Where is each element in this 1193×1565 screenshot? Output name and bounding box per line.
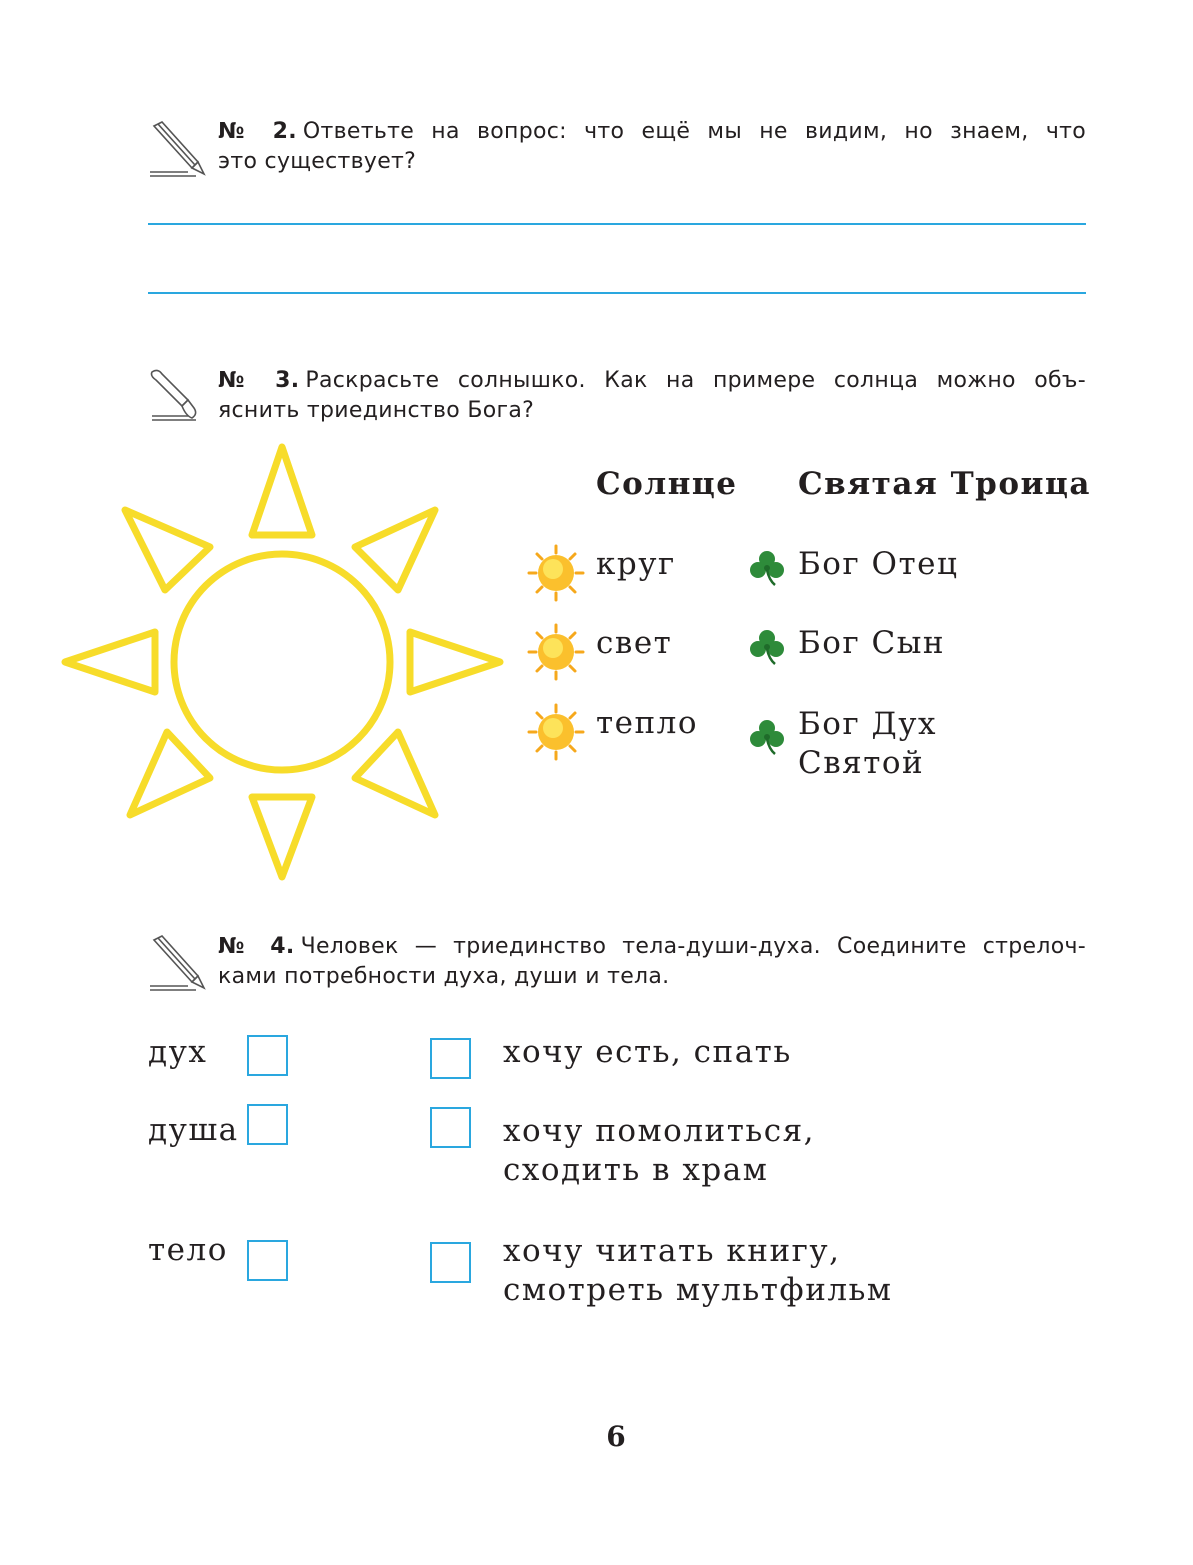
right-checkbox-read[interactable]: [430, 1242, 471, 1283]
right-item-read-line2: смотреть мультфильм: [503, 1272, 893, 1308]
task4-line2: ками потребности духа, души и тела.: [218, 964, 670, 989]
left-item-body: тело: [148, 1232, 228, 1268]
clover-icon: [747, 548, 787, 588]
task2-line1: Ответьте на вопрос: что ещё мы не видим, но знаем, что: [302, 119, 1086, 144]
trinity-item-son: Бог Сын: [798, 625, 946, 661]
right-item-eat-sleep: хочу есть, спать: [503, 1034, 792, 1070]
sun-icon: [526, 622, 586, 682]
answer-line-1[interactable]: [148, 223, 1086, 225]
sun-ray-bottom: [252, 797, 312, 877]
sun-icon: [526, 702, 586, 762]
task4-number: № 4.: [218, 934, 295, 959]
left-item-spirit: дух: [148, 1034, 208, 1070]
task3-text: [218, 366, 1086, 426]
task2-number: № 2.: [218, 119, 297, 144]
clover-icon: [747, 627, 787, 667]
left-checkbox-soul[interactable]: [247, 1104, 288, 1145]
pencil-icon: [148, 118, 212, 182]
sun-drawing[interactable]: [55, 435, 515, 895]
sun-ray-left: [65, 632, 155, 692]
right-checkbox-pray[interactable]: [430, 1107, 471, 1148]
sun-ray-right: [410, 632, 500, 692]
sun-ray-top: [252, 447, 312, 535]
sun-ray-top-right: [355, 510, 435, 590]
right-checkbox-eat-sleep[interactable]: [430, 1038, 471, 1079]
trinity-item-spirit: [798, 705, 937, 783]
task2-text: [218, 117, 1086, 177]
sun-column-header: Солнце: [596, 466, 738, 502]
pencil-icon: [148, 932, 212, 996]
trinity-item-spirit-line2: Святой: [798, 745, 925, 781]
right-item-read: [503, 1232, 893, 1310]
clover-icon: [747, 717, 787, 757]
trinity-column-header: Святая Троица: [798, 466, 1092, 502]
paintbrush-icon: [148, 366, 212, 430]
sun-icon: [526, 543, 586, 603]
trinity-item-father: Бог Отец: [798, 546, 959, 582]
left-item-soul: душа: [148, 1112, 239, 1148]
task3-line1: Раскрасьте солнышко. Как на примере солнца можно объ-: [305, 368, 1086, 393]
trinity-item-spirit-line1: Бог Дух: [798, 706, 937, 742]
sun-item-circle: круг: [596, 546, 676, 582]
right-item-pray: [503, 1112, 815, 1190]
right-item-read-line1: хочу читать книгу,: [503, 1233, 841, 1269]
left-checkbox-spirit[interactable]: [247, 1035, 288, 1076]
sun-ray-top-left: [125, 510, 210, 590]
left-checkbox-body[interactable]: [247, 1240, 288, 1281]
task2-line2: это существует?: [218, 149, 417, 174]
sun-item-warmth: тепло: [596, 705, 699, 741]
task3-line2: яснить триединство Бога?: [218, 398, 535, 423]
task4-line1: Человек — триединство тела-души-духа. Соедините стрелоч-: [300, 934, 1086, 959]
right-item-pray-line1: хочу помолиться,: [503, 1113, 815, 1149]
task3-number: № 3.: [218, 368, 300, 393]
right-item-pray-line2: сходить в храм: [503, 1152, 769, 1188]
answer-line-2[interactable]: [148, 292, 1086, 294]
sun-circle: [174, 554, 390, 770]
sun-ray-bottom-left: [130, 732, 210, 815]
sun-item-light: свет: [596, 625, 673, 661]
sun-ray-bottom-right: [355, 732, 435, 815]
page-number: 6: [606, 1420, 626, 1453]
task4-text: [218, 932, 1086, 992]
